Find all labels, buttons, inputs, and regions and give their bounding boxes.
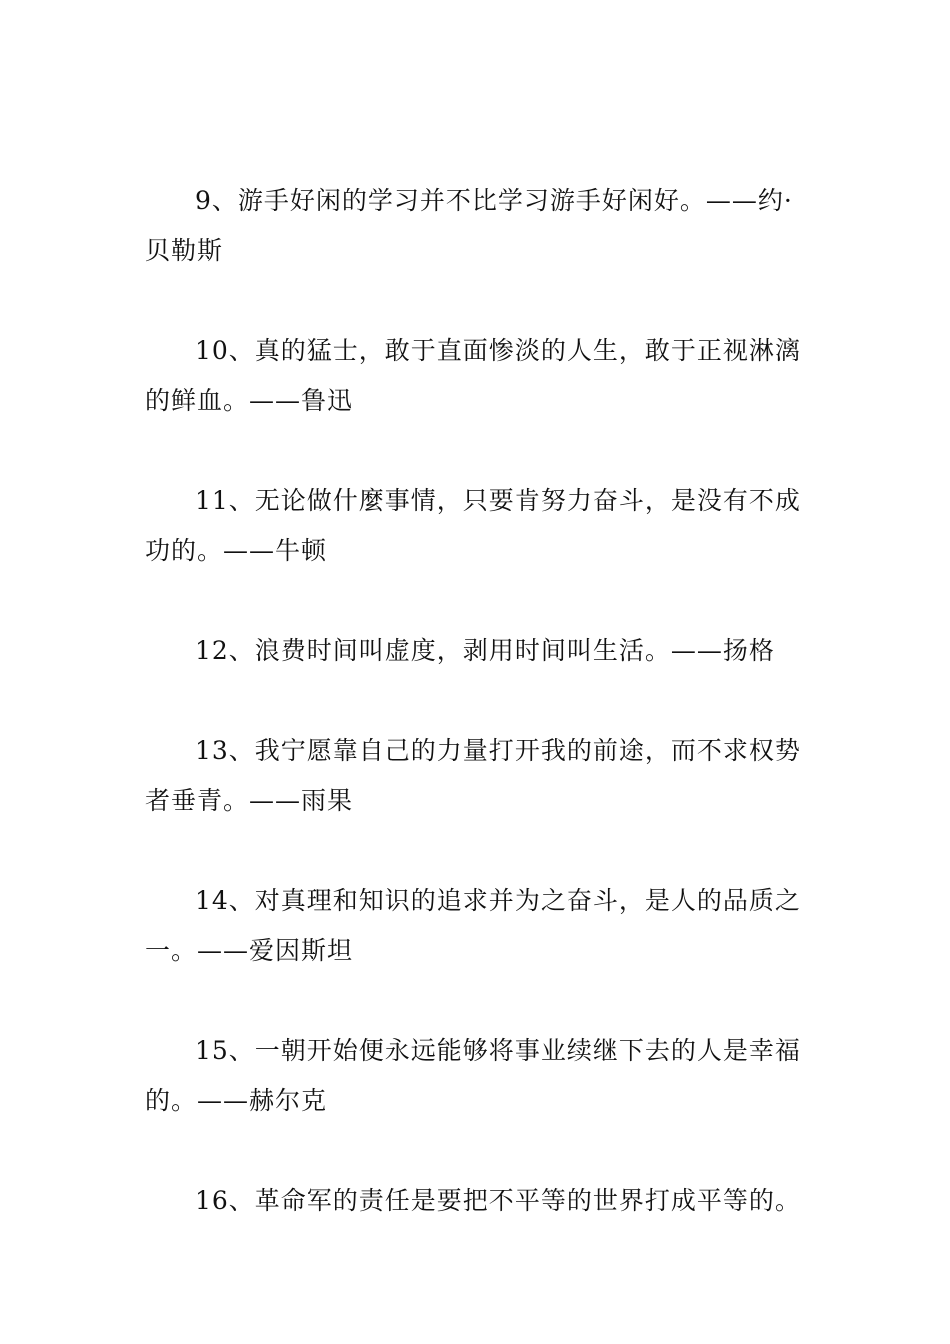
quote-item: 14、对真理和知识的追求并为之奋斗，是人的品质之一。——爱因斯坦 xyxy=(145,886,801,965)
quote-item: 10、真的猛士，敢于直面惨淡的人生，敢于正视淋漓的鲜血。——鲁迅 xyxy=(145,336,801,415)
quote-item: 16、革命军的责任是要把不平等的世界打成平等的。 xyxy=(195,1186,801,1215)
quote-item: 9、游手好闲的学习并不比学习游手好闲好。——约·贝勒斯 xyxy=(145,186,793,265)
quote-list xyxy=(145,176,810,1276)
quote-item: 12、浪费时间叫虚度，剥用时间叫生活。——扬格 xyxy=(195,636,775,665)
quote-item: 13、我宁愿靠自己的力量打开我的前途，而不求权势者垂青。——雨果 xyxy=(145,736,801,815)
quote-item: 11、无论做什麼事情，只要肯努力奋斗，是没有不成功的。——牛顿 xyxy=(145,486,801,565)
quote-item: 15、一朝开始便永远能够将事业续继下去的人是幸福的。——赫尔克 xyxy=(145,1036,801,1115)
